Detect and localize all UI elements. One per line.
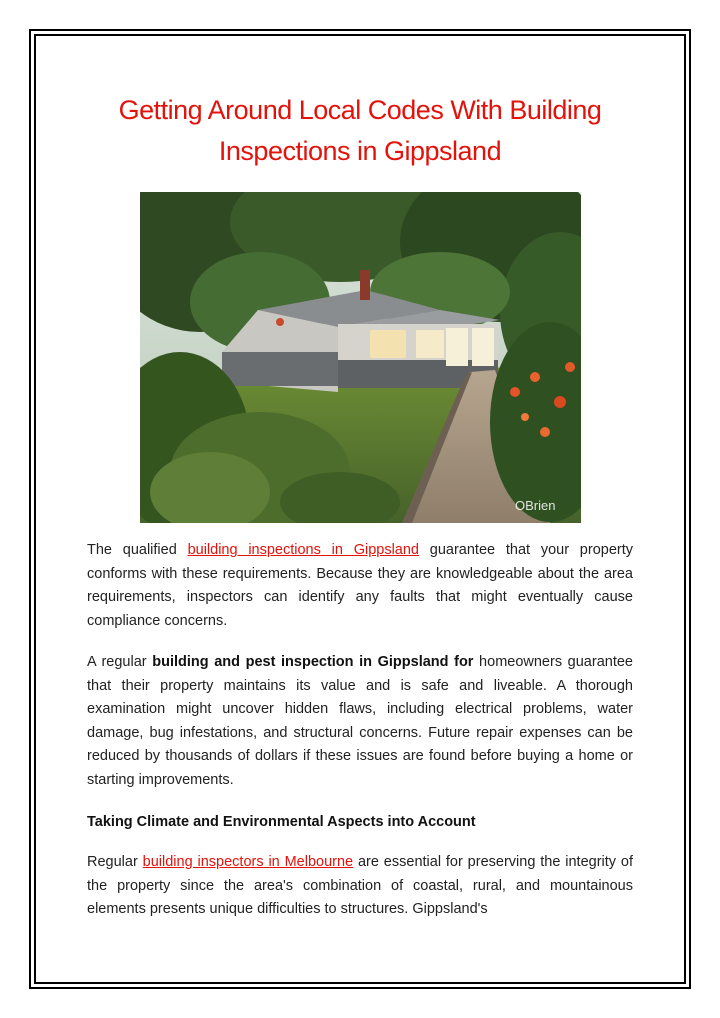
page-title: Getting Around Local Codes With Building Inspections in Gippsland — [118, 95, 602, 166]
paragraph-2-lead: A regular — [87, 654, 153, 670]
paragraph-2-rest: homeowners guarantee that their property maintains its value and is safe and liveable. A thorough examination might uncover hidden flaws, including electrical problems, water damage, bug infestations, and structural concerns. Future repair expenses can be reduced by thousands of dollars if these issues are found before buying a home or starting improvements. — [87, 654, 633, 788]
paragraph-3-lead: Regular — [87, 854, 143, 870]
paragraph-1 — [87, 539, 633, 633]
house-photo — [140, 192, 581, 523]
paragraph-1-lead: The qualified — [87, 542, 188, 558]
paragraph-3 — [87, 851, 633, 922]
photo-watermark: OBrien — [515, 498, 556, 513]
link-building-inspections-gippsland[interactable]: building inspections in Gippsland — [187, 542, 419, 558]
link-building-inspectors-melbourne[interactable]: building inspectors in Melbourne — [142, 854, 354, 870]
paragraph-2-bold: building and pest inspection in Gippsland for — [152, 654, 474, 670]
paragraph-3-rest: are essential for preserving the integrity of the property since the area's combination of coastal, rural, and mountainous elements presents unique difficulties to structures. Gippsland's — [87, 854, 633, 918]
paragraph-2 — [87, 651, 633, 793]
paragraph-1-rest: guarantee that your property conforms with these requirements. Because they are knowledgeable about the area requirements, inspectors can identify any faults that might eventually cause compliance concerns. — [87, 542, 633, 629]
section-heading: Taking Climate and Environmental Aspects into Account — [87, 814, 476, 830]
